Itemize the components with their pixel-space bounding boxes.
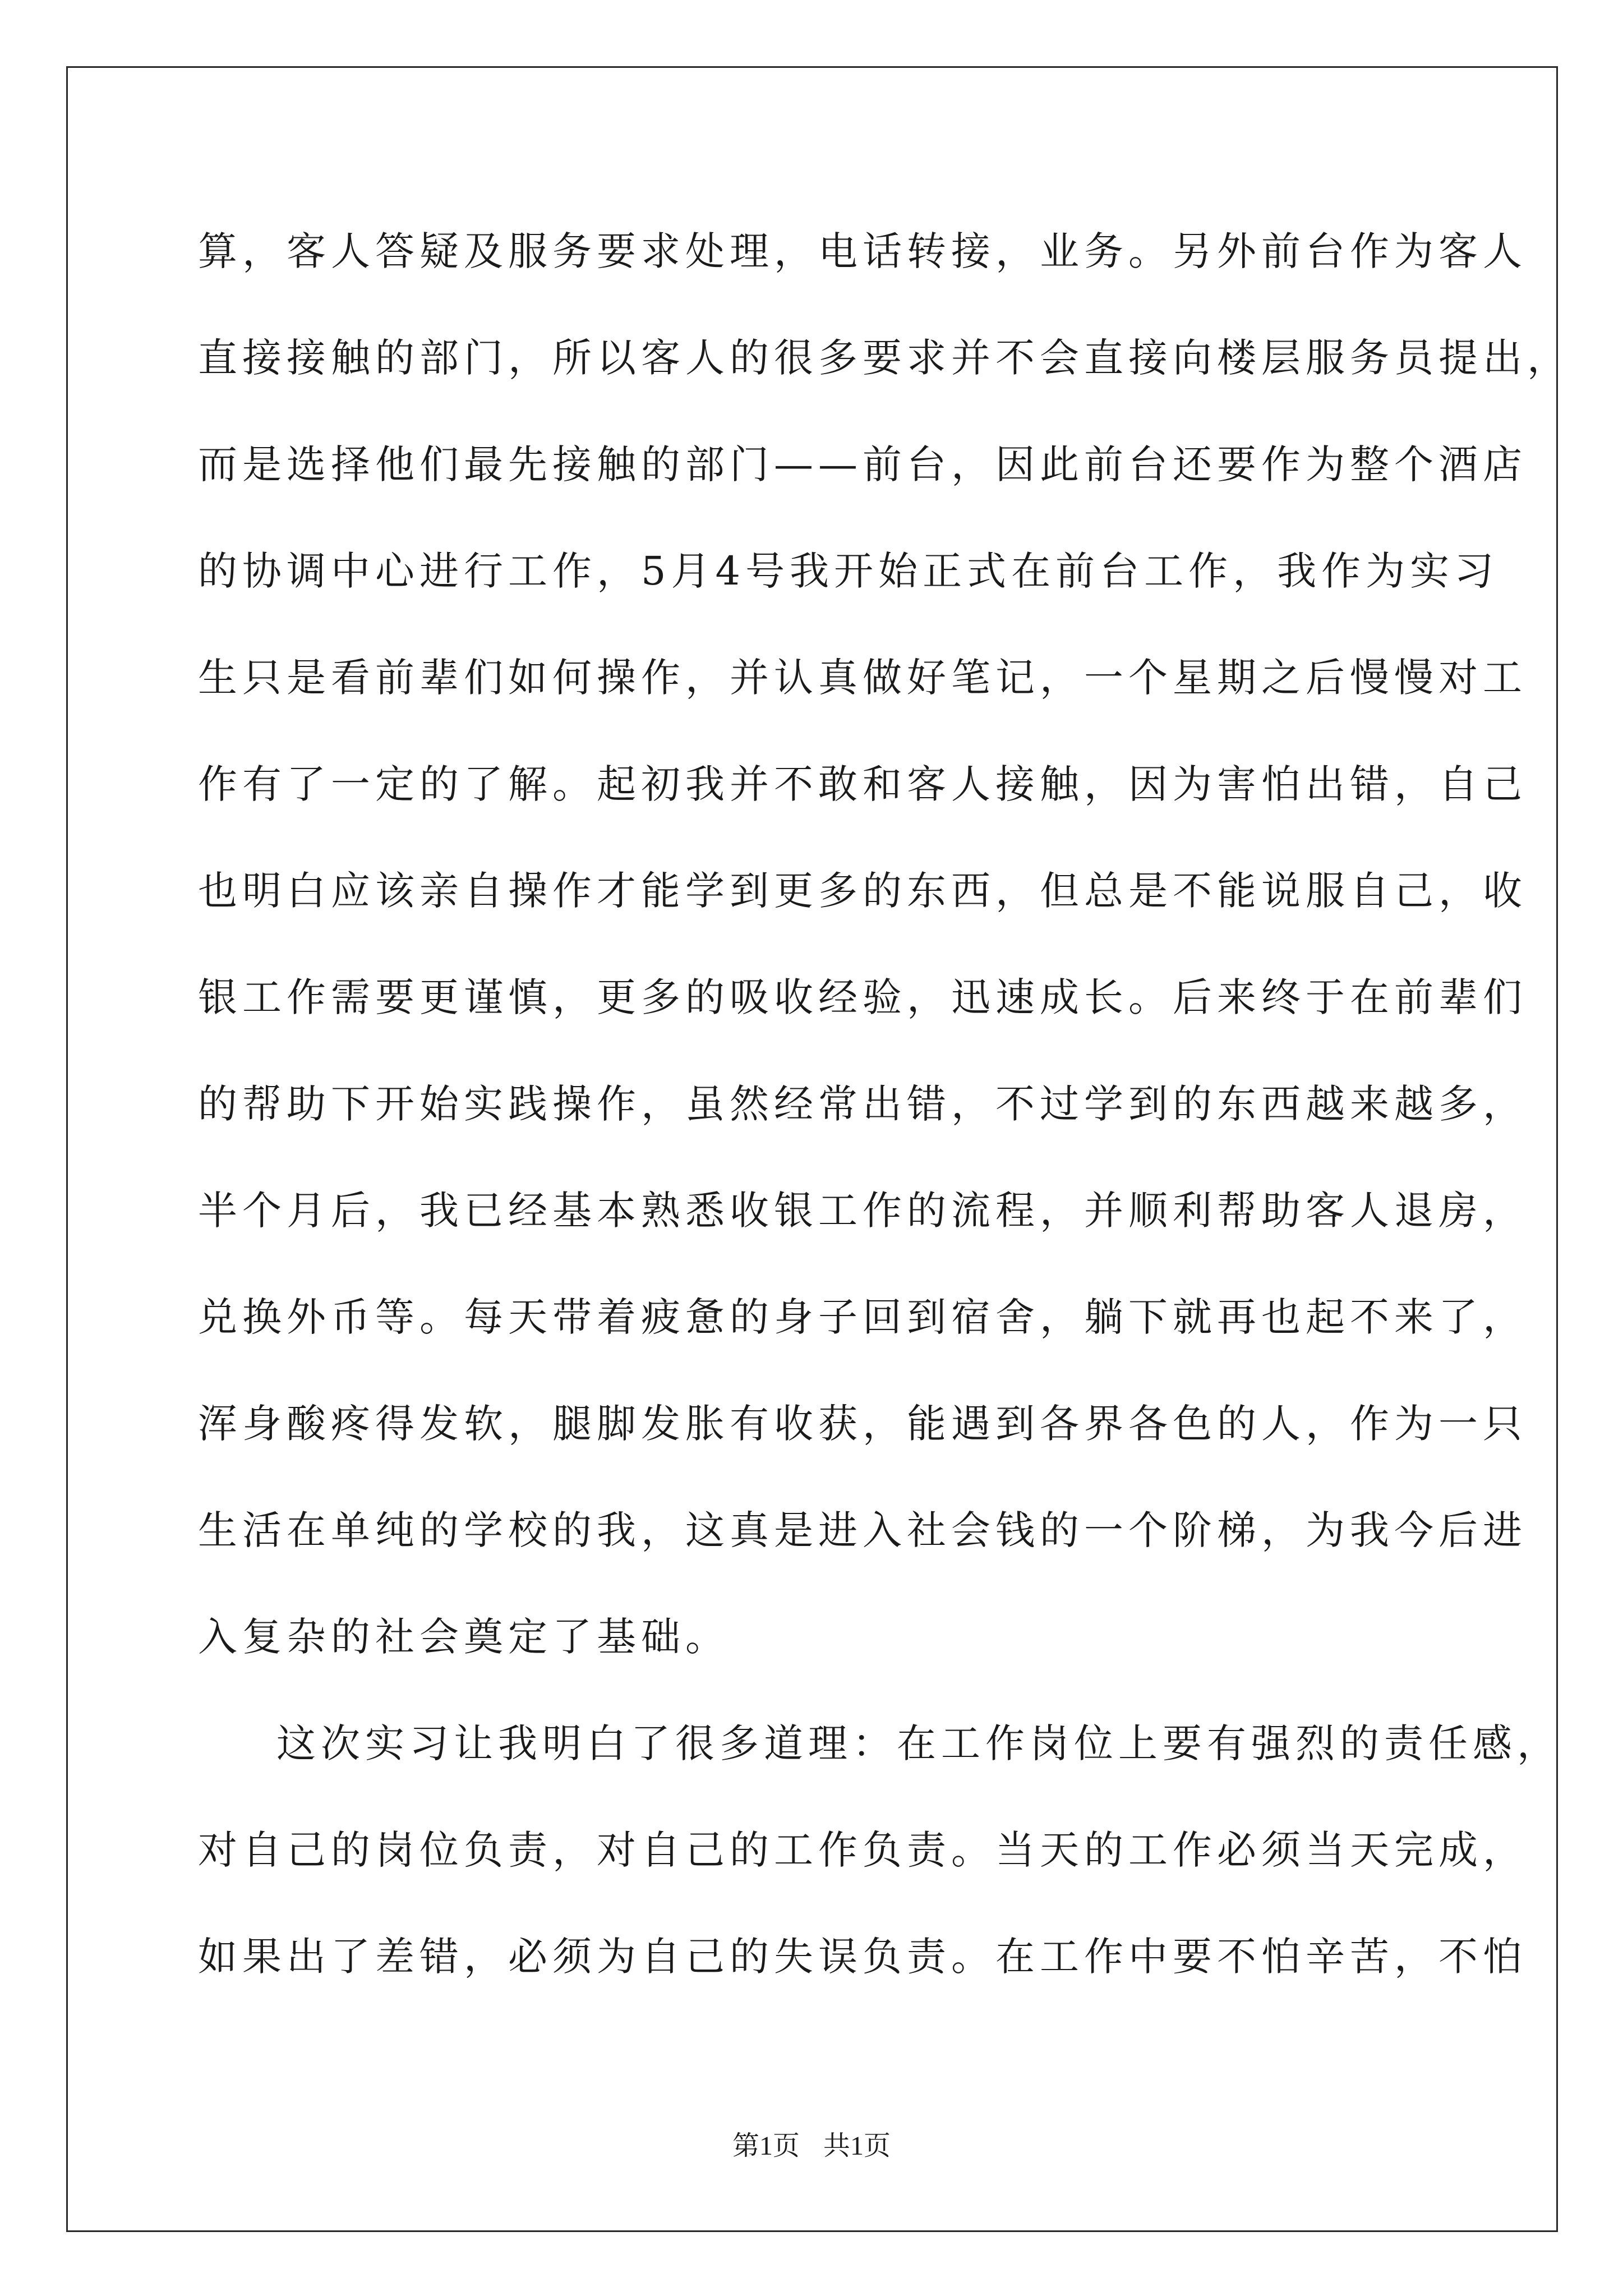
page-footer [0,2129,1623,2163]
text-line: 也明白应该亲自操作才能学到更多的东西，但总是不能说服自己，收 [198,868,1527,914]
text-line: 而是选择他们最先接触的部门——前台，因此前台还要作为整个酒店 [198,441,1527,487]
text-line: 兑换外币等。每天带着疲惫的身子回到宿舍，躺下就再也起不来了， [198,1294,1527,1340]
paragraph-start-line: 这次实习让我明白了很多道理：在工作岗位上要有强烈的责任感， [276,1720,1561,1766]
text-line: 半个月后，我已经基本熟悉收银工作的流程，并顺利帮助客人退房， [198,1188,1527,1234]
text-line: 对自己的岗位负责，对自己的工作负责。当天的工作必须当天完成， [198,1827,1527,1873]
text-line: 银工作需要更谨慎，更多的吸收经验，迅速成长。后来终于在前辈们 [198,974,1527,1020]
page-total: 共1页 [823,2131,891,2161]
text-line: 入复杂的社会奠定了基础。 [198,1614,730,1660]
text-line: 生活在单纯的学校的我，这真是进入社会钱的一个阶梯，为我今后进 [198,1507,1527,1553]
text-line: 的帮助下开始实践操作，虽然经常出错，不过学到的东西越来越多， [198,1081,1527,1127]
document-body [198,218,1571,2030]
text-line: 的协调中心进行工作，5月4号我开始正式在前台工作，我作为实习 [198,548,1499,594]
text-line: 生只是看前辈们如何操作，并认真做好笔记，一个星期之后慢慢对工 [198,655,1527,701]
text-line: 算，客人答疑及服务要求处理，电话转接，业务。另外前台作为客人 [198,228,1527,274]
text-line: 作有了一定的了解。起初我并不敢和客人接触，因为害怕出错，自己 [198,761,1527,807]
text-line: 如果出了差错，必须为自己的失误负责。在工作中要不怕辛苦，不怕 [198,1934,1527,1980]
page-number: 第1页 [732,2131,800,2161]
text-line: 浑身酸疼得发软，腿脚发胀有收获，能遇到各界各色的人，作为一只 [198,1401,1527,1447]
text-line: 直接接触的部门，所以客人的很多要求并不会直接向楼层服务员提出， [198,335,1571,381]
